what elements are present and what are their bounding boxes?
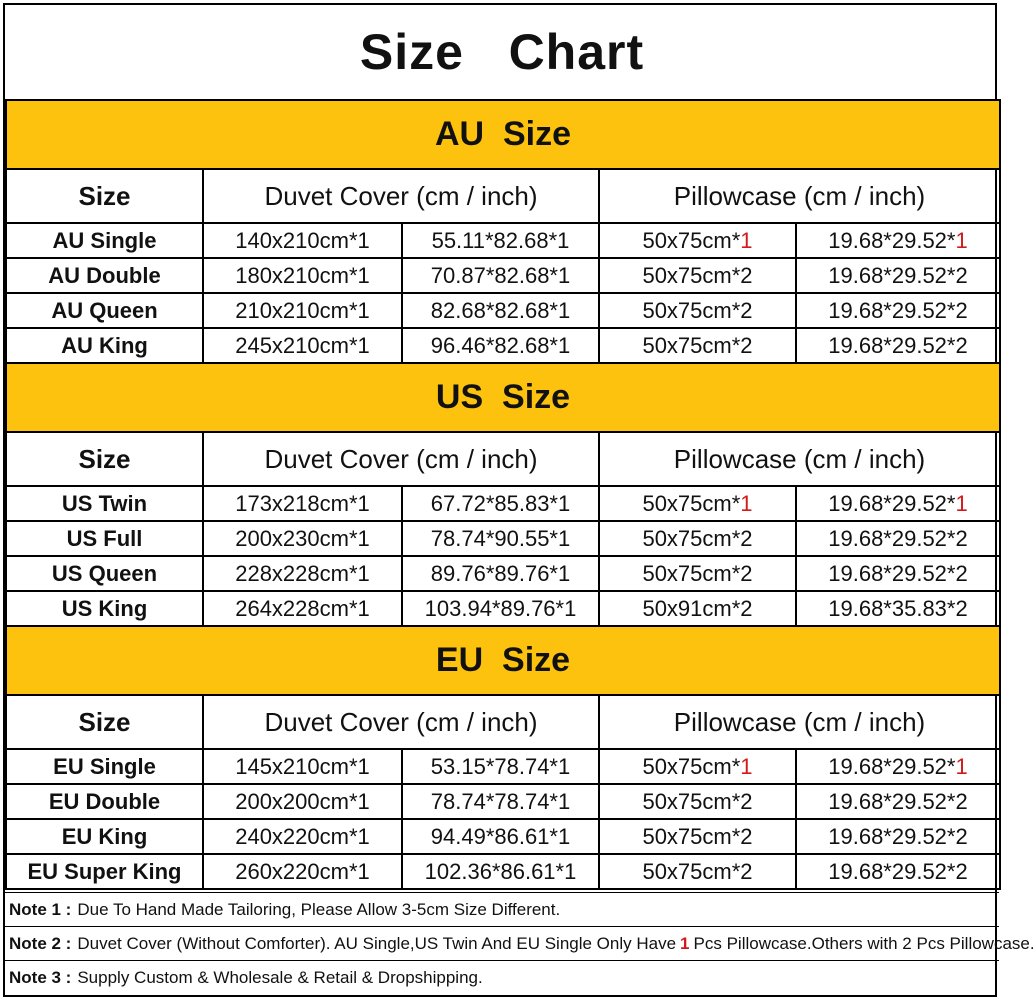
duvet-cm: 180x210cm*1	[203, 258, 402, 293]
duvet-inch: 89.76*89.76*1	[402, 556, 599, 591]
pillow-inch-qty: 1	[955, 753, 968, 779]
size-name: US King	[6, 591, 203, 626]
pillow-inch-qty: 2	[955, 823, 968, 849]
duvet-cm: 228x228cm*1	[203, 556, 402, 591]
pillow-inch	[796, 293, 1000, 328]
header-duvet: Duvet Cover (cm / inch)	[203, 169, 599, 223]
table-row	[6, 293, 1000, 328]
pillow-cm-qty: 2	[740, 297, 753, 323]
pillow-cm-size: 50x75cm*	[642, 823, 741, 849]
chart-title-text: Size Chart	[359, 24, 645, 80]
duvet-cm: 200x230cm*1	[203, 521, 402, 556]
duvet-cm: 145x210cm*1	[203, 749, 402, 784]
header-pillowcase: Pillowcase (cm / inch)	[599, 695, 1000, 749]
pillow-cm-qty: 2	[740, 823, 753, 849]
notes-block	[5, 892, 1035, 994]
pillow-cm-size: 50x75cm*	[642, 525, 741, 551]
table-row	[6, 556, 1000, 591]
note-label: Note 1 :	[9, 899, 72, 919]
pillow-inch-size: 19.68*29.52*	[828, 753, 956, 779]
size-name: EU King	[6, 819, 203, 854]
pillow-cm	[599, 486, 796, 521]
region-title: EU Size	[435, 641, 571, 679]
note-1	[5, 892, 999, 926]
pillow-inch-size: 19.68*35.83*	[828, 595, 956, 621]
note-text-before: Duvet Cover (Without Comforter). AU Single,US Twin And EU Single Only Have	[77, 933, 677, 953]
pillow-inch-qty: 2	[955, 858, 968, 884]
pillow-cm-qty: 2	[740, 262, 753, 288]
size-name: AU Queen	[6, 293, 203, 328]
pillow-cm	[599, 258, 796, 293]
duvet-inch: 55.11*82.68*1	[402, 223, 599, 258]
chart-title	[5, 5, 999, 99]
table-row	[6, 784, 1000, 819]
pillow-cm-size: 50x75cm*	[642, 262, 741, 288]
pillow-cm	[599, 591, 796, 626]
pillow-inch-size: 19.68*29.52*	[828, 297, 956, 323]
pillow-inch	[796, 749, 1000, 784]
pillow-inch-size: 19.68*29.52*	[828, 332, 956, 358]
pillow-inch	[796, 784, 1000, 819]
pillow-inch-qty: 2	[955, 525, 968, 551]
duvet-inch: 94.49*86.61*1	[402, 819, 599, 854]
table-row	[6, 749, 1000, 784]
pillow-inch-qty: 2	[955, 595, 968, 621]
pillow-cm-qty: 2	[740, 525, 753, 551]
duvet-inch: 103.94*89.76*1	[402, 591, 599, 626]
pillow-cm	[599, 784, 796, 819]
note-2	[5, 926, 1035, 960]
duvet-cm: 260x220cm*1	[203, 854, 402, 889]
duvet-inch: 96.46*82.68*1	[402, 328, 599, 363]
duvet-cm: 264x228cm*1	[203, 591, 402, 626]
duvet-cm: 210x210cm*1	[203, 293, 402, 328]
note-3	[5, 960, 999, 994]
duvet-inch: 82.68*82.68*1	[402, 293, 599, 328]
pillow-cm	[599, 819, 796, 854]
pillow-cm-qty: 2	[740, 788, 753, 814]
table-row	[6, 258, 1000, 293]
table-row	[6, 854, 1000, 889]
pillow-cm-qty: 2	[740, 858, 753, 884]
region-title: US Size	[435, 378, 571, 416]
pillow-inch-size: 19.68*29.52*	[828, 262, 956, 288]
pillow-cm-size: 50x75cm*	[642, 788, 741, 814]
header-pillowcase: Pillowcase (cm / inch)	[599, 169, 1000, 223]
pillow-inch	[796, 854, 1000, 889]
header-duvet: Duvet Cover (cm / inch)	[203, 695, 599, 749]
table-row	[6, 819, 1000, 854]
pillow-cm-qty: 1	[740, 490, 753, 516]
size-table	[5, 362, 1001, 627]
duvet-inch: 78.74*90.55*1	[402, 521, 599, 556]
pillow-inch-qty: 2	[955, 332, 968, 358]
pillow-cm-qty: 2	[740, 560, 753, 586]
pillow-cm-size: 50x75cm*	[642, 297, 741, 323]
duvet-inch: 70.87*82.68*1	[402, 258, 599, 293]
pillow-inch-qty: 1	[955, 227, 968, 253]
pillow-inch-qty: 2	[955, 788, 968, 814]
header-duvet: Duvet Cover (cm / inch)	[203, 432, 599, 486]
header-size: Size	[6, 432, 203, 486]
pillow-inch	[796, 819, 1000, 854]
header-pillowcase: Pillowcase (cm / inch)	[599, 432, 1000, 486]
region-title: AU Size	[434, 115, 572, 153]
pillow-inch	[796, 521, 1000, 556]
pillow-cm	[599, 749, 796, 784]
size-name: AU Single	[6, 223, 203, 258]
duvet-cm: 173x218cm*1	[203, 486, 402, 521]
pillow-inch-size: 19.68*29.52*	[828, 858, 956, 884]
size-name: US Queen	[6, 556, 203, 591]
pillow-cm	[599, 328, 796, 363]
pillow-cm-qty: 1	[740, 227, 753, 253]
size-name: EU Super King	[6, 854, 203, 889]
pillow-cm	[599, 854, 796, 889]
pillow-cm	[599, 521, 796, 556]
pillow-inch	[796, 223, 1000, 258]
pillow-cm-size: 50x75cm*	[642, 490, 741, 516]
size-table	[5, 99, 1001, 364]
pillow-cm-size: 50x75cm*	[642, 227, 741, 253]
pillow-inch-qty: 2	[955, 560, 968, 586]
duvet-cm: 140x210cm*1	[203, 223, 402, 258]
pillow-cm	[599, 293, 796, 328]
pillow-cm-size: 50x75cm*	[642, 858, 741, 884]
pillow-cm-size: 50x75cm*	[642, 332, 741, 358]
duvet-cm: 245x210cm*1	[203, 328, 402, 363]
header-size: Size	[6, 695, 203, 749]
pillow-inch	[796, 486, 1000, 521]
pillow-cm	[599, 556, 796, 591]
size-name: EU Single	[6, 749, 203, 784]
size-table	[5, 625, 1001, 890]
pillow-cm-qty: 2	[740, 332, 753, 358]
pillow-cm-qty: 1	[740, 753, 753, 779]
size-name: US Twin	[6, 486, 203, 521]
region-band	[6, 363, 1000, 432]
duvet-inch: 67.72*85.83*1	[402, 486, 599, 521]
pillow-inch-qty: 2	[955, 262, 968, 288]
size-name: EU Double	[6, 784, 203, 819]
table-row	[6, 223, 1000, 258]
pillow-inch-qty: 1	[955, 490, 968, 516]
pillow-inch-size: 19.68*29.52*	[828, 560, 956, 586]
pillow-inch-size: 19.68*29.52*	[828, 525, 956, 551]
duvet-inch: 102.36*86.61*1	[402, 854, 599, 889]
region-band	[6, 100, 1000, 169]
duvet-cm: 240x220cm*1	[203, 819, 402, 854]
pillow-cm-size: 50x91cm*	[642, 595, 741, 621]
size-name: AU King	[6, 328, 203, 363]
pillow-inch	[796, 556, 1000, 591]
region-band	[6, 626, 1000, 695]
pillow-cm-size: 50x75cm*	[642, 753, 741, 779]
pillow-cm-size: 50x75cm*	[642, 560, 741, 586]
pillow-inch-size: 19.68*29.52*	[828, 227, 956, 253]
duvet-inch: 53.15*78.74*1	[402, 749, 599, 784]
duvet-inch: 78.74*78.74*1	[402, 784, 599, 819]
pillow-inch-size: 19.68*29.52*	[828, 823, 956, 849]
pillow-inch-qty: 2	[955, 297, 968, 323]
pillow-inch	[796, 258, 1000, 293]
pillow-cm	[599, 223, 796, 258]
note-text: Due To Hand Made Tailoring, Please Allow 3-5cm Size Different.	[77, 899, 561, 919]
pillow-cm-qty: 2	[740, 595, 753, 621]
size-name: US Full	[6, 521, 203, 556]
pillow-inch	[796, 591, 1000, 626]
pillow-inch	[796, 328, 1000, 363]
table-row	[6, 521, 1000, 556]
table-row	[6, 328, 1000, 363]
pillow-inch-size: 19.68*29.52*	[828, 490, 956, 516]
table-row	[6, 591, 1000, 626]
note-label: Note 2 :	[9, 933, 72, 953]
note-highlight: 1	[680, 933, 690, 953]
table-row	[6, 486, 1000, 521]
note-label: Note 3 :	[9, 967, 72, 987]
size-chart-frame	[3, 3, 1035, 997]
note-text: Supply Custom & Wholesale & Retail & Dropshipping.	[77, 967, 483, 987]
duvet-cm: 200x200cm*1	[203, 784, 402, 819]
pillow-inch-size: 19.68*29.52*	[828, 788, 956, 814]
note-text-after: Pcs Pillowcase.Others with 2 Pcs Pillowcase.	[693, 933, 1035, 953]
size-name: AU Double	[6, 258, 203, 293]
header-size: Size	[6, 169, 203, 223]
